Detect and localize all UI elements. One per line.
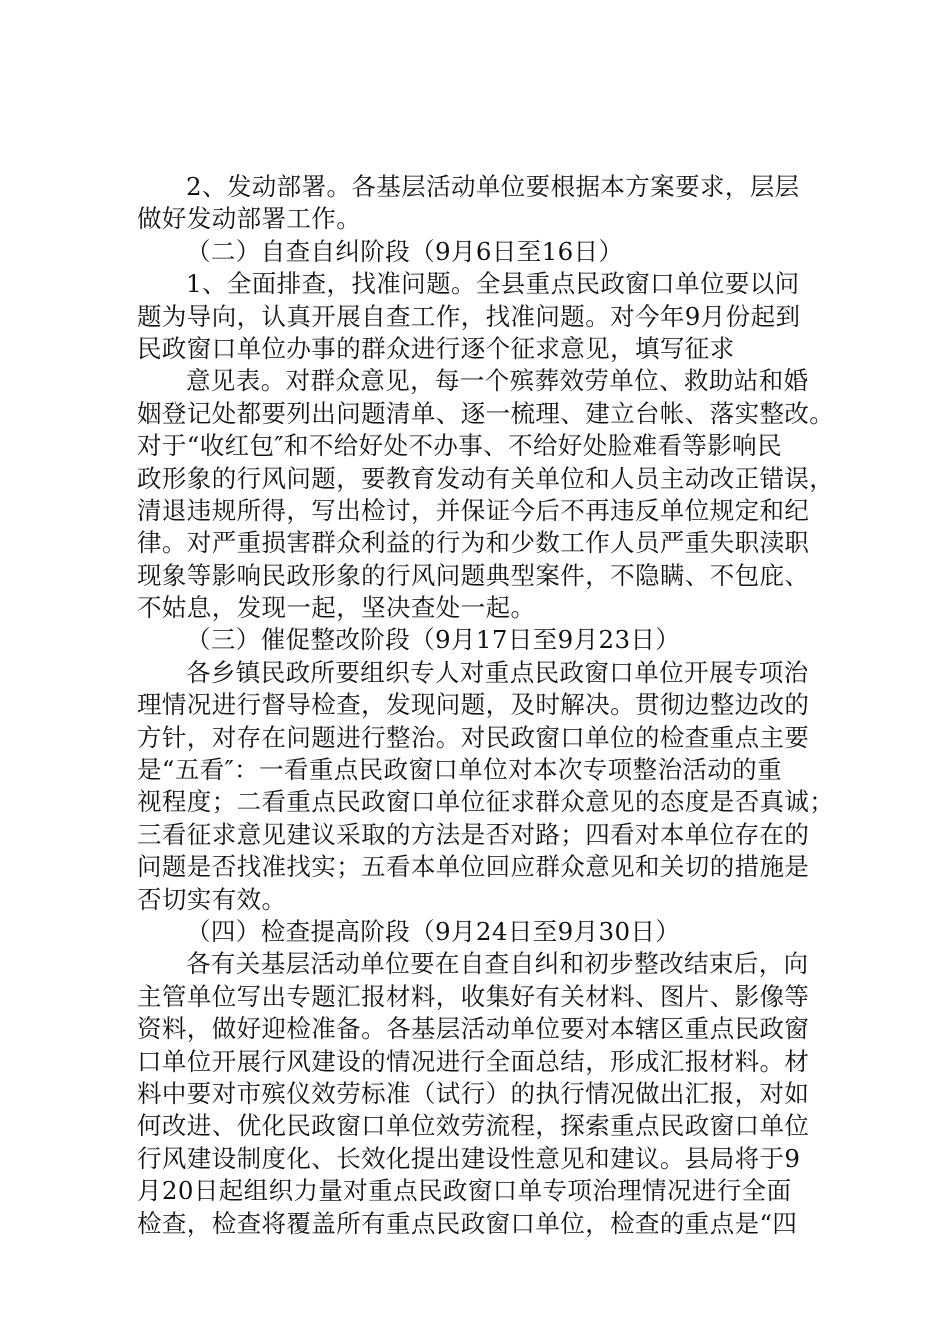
text-line: 对于“收红包″和不给好处不办事、不给好处脸难看等影响民 bbox=[137, 431, 782, 461]
text-line: 律。对严重损害群众利益的行为和少数工作人员严重失职渎职 bbox=[137, 528, 810, 558]
text-line: 做好发动部署工作。 bbox=[137, 204, 362, 234]
text-line: 检查，检查将覆盖所有重点民政窗口单位，检查的重点是“四 bbox=[137, 1208, 798, 1238]
text-line: 题为导向，认真开展自查工作，找准问题。对今年9月份起到 bbox=[137, 301, 801, 331]
text-line: 现象等影响民政形象的行风问题典型案件，不隐瞒、不包庇、 bbox=[137, 560, 810, 590]
document-body bbox=[137, 171, 835, 1240]
text-line: 视程度；二看重点民政窗口单位征求群众意见的态度是否真诚； bbox=[137, 787, 835, 817]
text-line: 何改进、优化民政窗口单位效劳流程，探索重点民政窗口单位 bbox=[137, 1111, 810, 1141]
text-line: 三看征求意见建议采取的方法是否对路；四看对本单位存在的 bbox=[137, 819, 810, 849]
text-line: （二）自查自纠阶段（9月6日至16日） bbox=[186, 236, 624, 266]
text-line: 行风建设制度化、长效化提出建设性意见和建议。县局将于9 bbox=[137, 1143, 801, 1173]
text-line: 料中要对市殡仪效劳标准（试行）的执行情况做出汇报，对如 bbox=[137, 1078, 810, 1108]
text-line: 民政窗口单位办事的群众进行逐个征求意见，填写征求 bbox=[137, 333, 735, 363]
text-line: 口单位开展行风建设的情况进行全面总结，形成汇报材料。材 bbox=[137, 1046, 810, 1076]
text-line: 各乡镇民政所要组织专人对重点民政窗口单位开展专项治 bbox=[186, 657, 809, 687]
text-line: 清退违规所得，写出检讨，并保证今后不再违反单位规定和纪 bbox=[137, 495, 810, 525]
text-line: 问题是否找准找实；五看本单位回应群众意见和关切的措施是 bbox=[137, 852, 810, 882]
text-line: 意见表。对群众意见，每一个殡葬效劳单位、救助站和婚 bbox=[186, 366, 809, 396]
text-line: 1、全面排查，找准问题。全县重点民政窗口单位要以问 bbox=[186, 269, 800, 299]
text-line: 理情况进行督导检查，发现问题，及时解决。贯彻边整边改的 bbox=[137, 690, 810, 720]
text-line: 月20日起组织力量对重点民政窗口单专项治理情况进行全面 bbox=[137, 1176, 792, 1206]
text-line: 各有关基层活动单位要在自查自纠和初步整改结束后，向 bbox=[186, 949, 809, 979]
text-line: 主管单位写出专题汇报材料，收集好有关材料、图片、影像等 bbox=[137, 981, 810, 1011]
text-line: 姻登记处都要列出问题清单、逐一梳理、建立台帐、落实整改。 bbox=[137, 398, 835, 428]
text-line: （四）检查提高阶段（9月24日至9月30日） bbox=[186, 916, 681, 946]
text-line: 是“五看″：一看重点民政窗口单位对本次专项整治活动的重 bbox=[137, 755, 782, 785]
text-line: 资料，做好迎检准备。各基层活动单位要对本辖区重点民政窗 bbox=[137, 1014, 810, 1044]
text-line: 不姑息，发现一起，坚决查处一起。 bbox=[137, 593, 536, 623]
text-line: （三）催促整改阶段（9月17日至9月23日） bbox=[186, 625, 681, 655]
text-line: 政形象的行风问题，要教育发动有关单位和人员主动改正错误， bbox=[137, 463, 835, 493]
text-line: 方针，对存在问题进行整治。对民政窗口单位的检查重点主要 bbox=[137, 722, 810, 752]
text-line: 2、发动部署。各基层活动单位要根据本方案要求，层层 bbox=[186, 172, 800, 201]
text-line: 否切实有效。 bbox=[137, 884, 287, 914]
